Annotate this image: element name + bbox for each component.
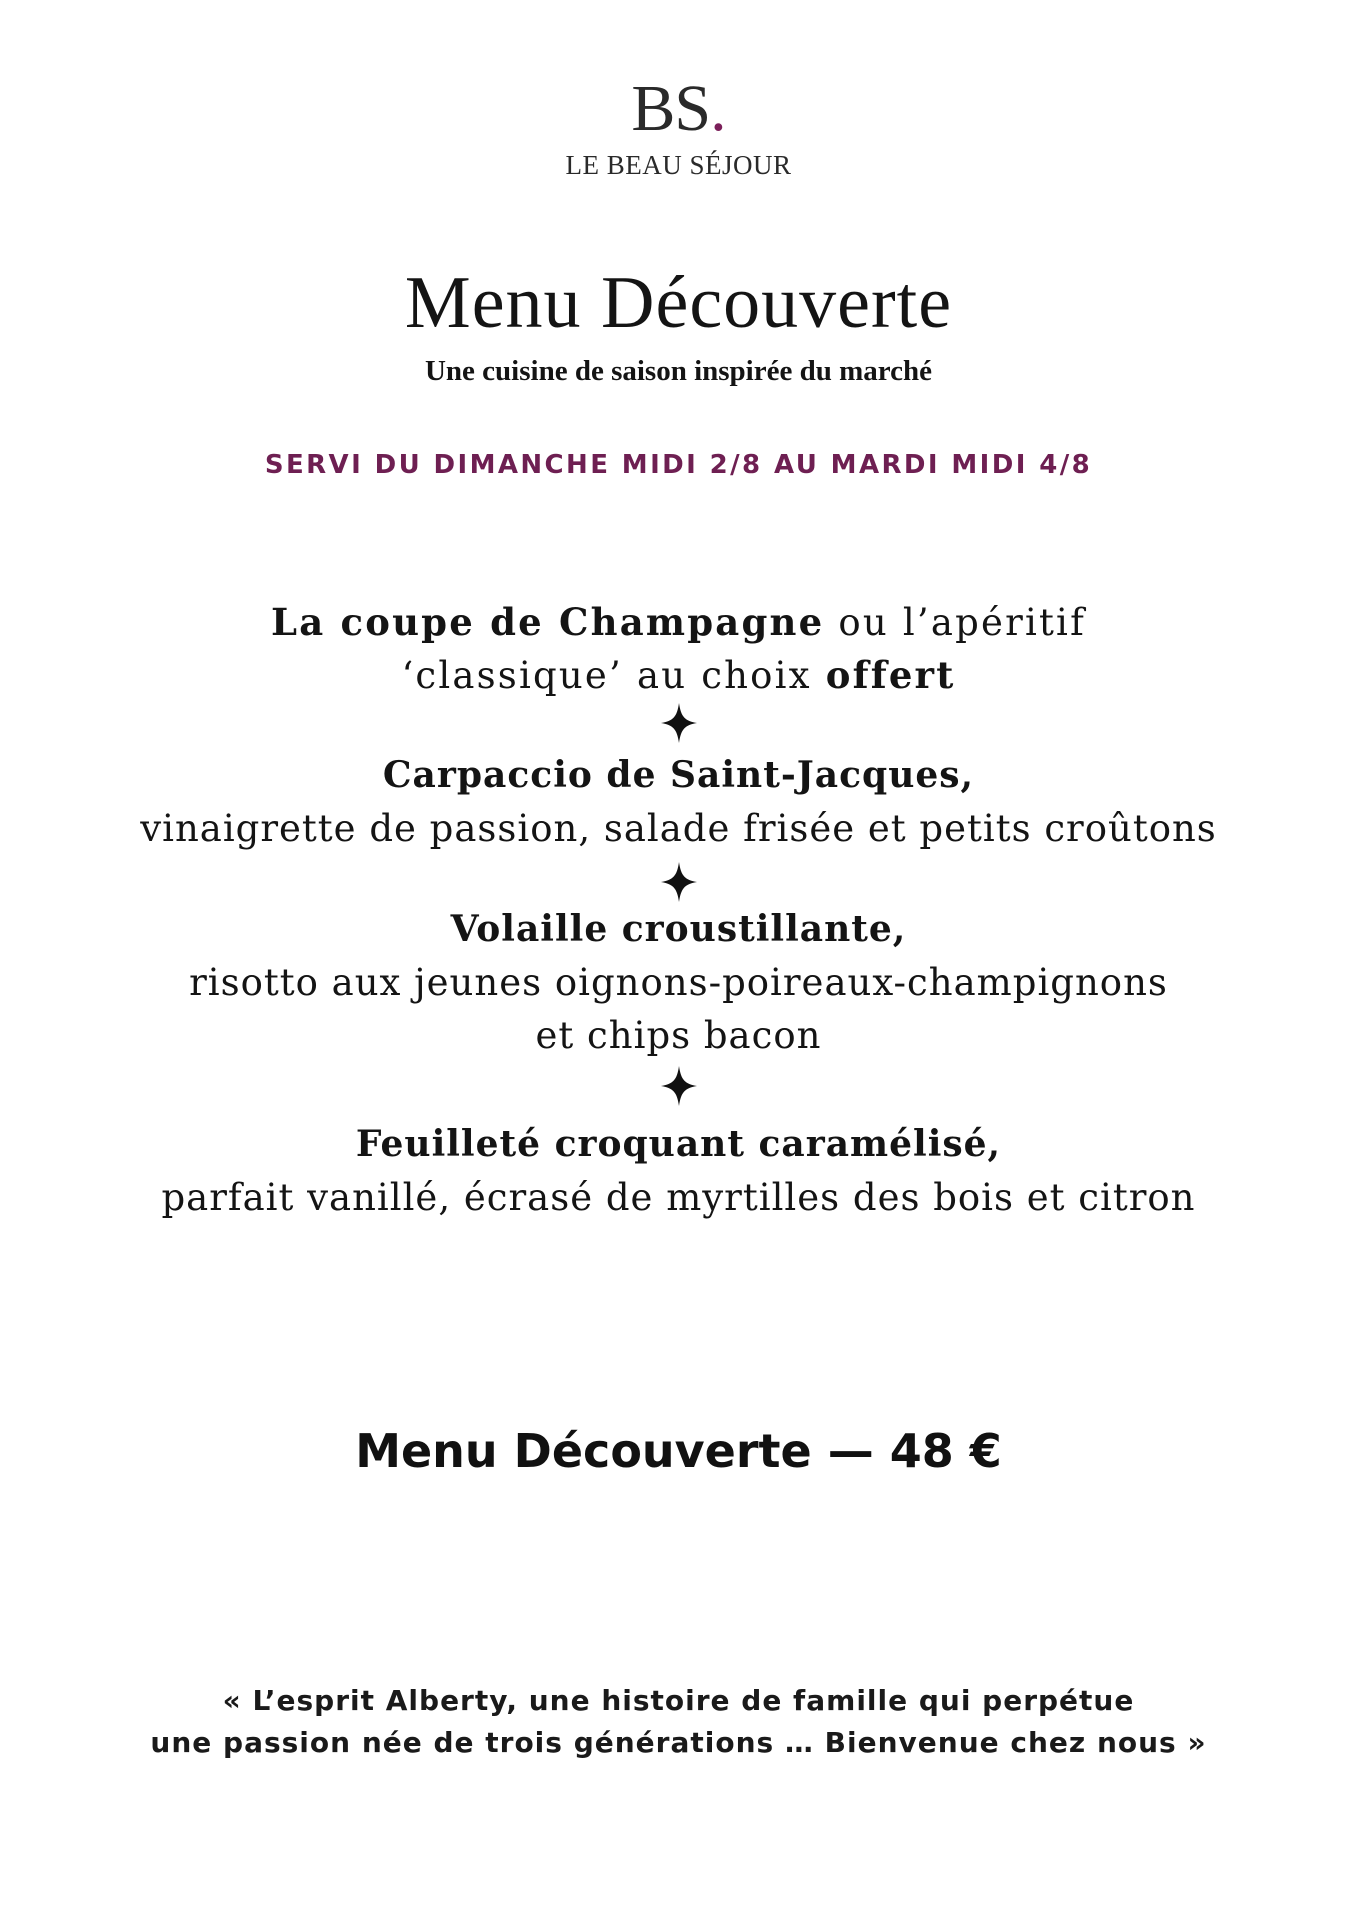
course-main	[0, 903, 1357, 1062]
page-subtitle: Une cuisine de saison inspirée du marché	[424, 355, 932, 387]
course-dessert-desc: parfait vanillé, écrasé de myrtilles des bois et citron	[161, 1176, 1196, 1219]
brand-monogram-letters: BS	[631, 72, 711, 145]
course-aperitif-text: ou l’apéritif	[824, 601, 1086, 644]
course-starter	[0, 749, 1357, 855]
menu-price: Menu Découverte — 48 €	[355, 1424, 1002, 1478]
four-point-star-icon	[0, 701, 1357, 745]
quote-line2: une passion née de trois générations … Bienvenue chez nous »	[150, 1726, 1207, 1759]
quote-line1: « L’esprit Alberty, une histoire de famille qui perpétue	[222, 1684, 1135, 1717]
course-aperitif	[0, 596, 1357, 702]
brand-monogram-dot: .	[710, 72, 726, 145]
course-main-desc: risotto aux jeunes oignons-poireaux-champignons	[189, 961, 1168, 1004]
brand-name: LE BEAU SÉJOUR	[565, 150, 792, 180]
course-aperitif-bold: La coupe de Champagne	[271, 600, 825, 644]
course-aperitif-line1	[0, 596, 1357, 649]
course-dessert-name: Feuilleté croquant caramélisé,	[355, 1123, 1002, 1165]
family-quote	[0, 1680, 1357, 1764]
brand-monogram	[0, 74, 1357, 144]
course-main-desc2: et chips bacon	[535, 1014, 822, 1057]
page-title: Menu Découverte	[404, 262, 953, 344]
four-point-star-icon	[0, 860, 1357, 904]
course-aperitif-line2	[0, 649, 1357, 702]
course-starter-name: Carpaccio de Saint-Jacques,	[382, 754, 975, 796]
course-starter-desc: vinaigrette de passion, salade frisée et petits croûtons	[140, 807, 1217, 850]
course-dessert	[0, 1118, 1357, 1224]
four-point-star-icon	[0, 1064, 1357, 1108]
course-main-name: Volaille croustillante,	[450, 908, 907, 950]
course-aperitif-text2: ‘classique’ au choix	[401, 654, 826, 697]
served-dates: SERVI DU DIMANCHE MIDI 2/8 AU MARDI MIDI 4/8	[264, 450, 1093, 480]
course-aperitif-offert: offert	[825, 653, 956, 697]
